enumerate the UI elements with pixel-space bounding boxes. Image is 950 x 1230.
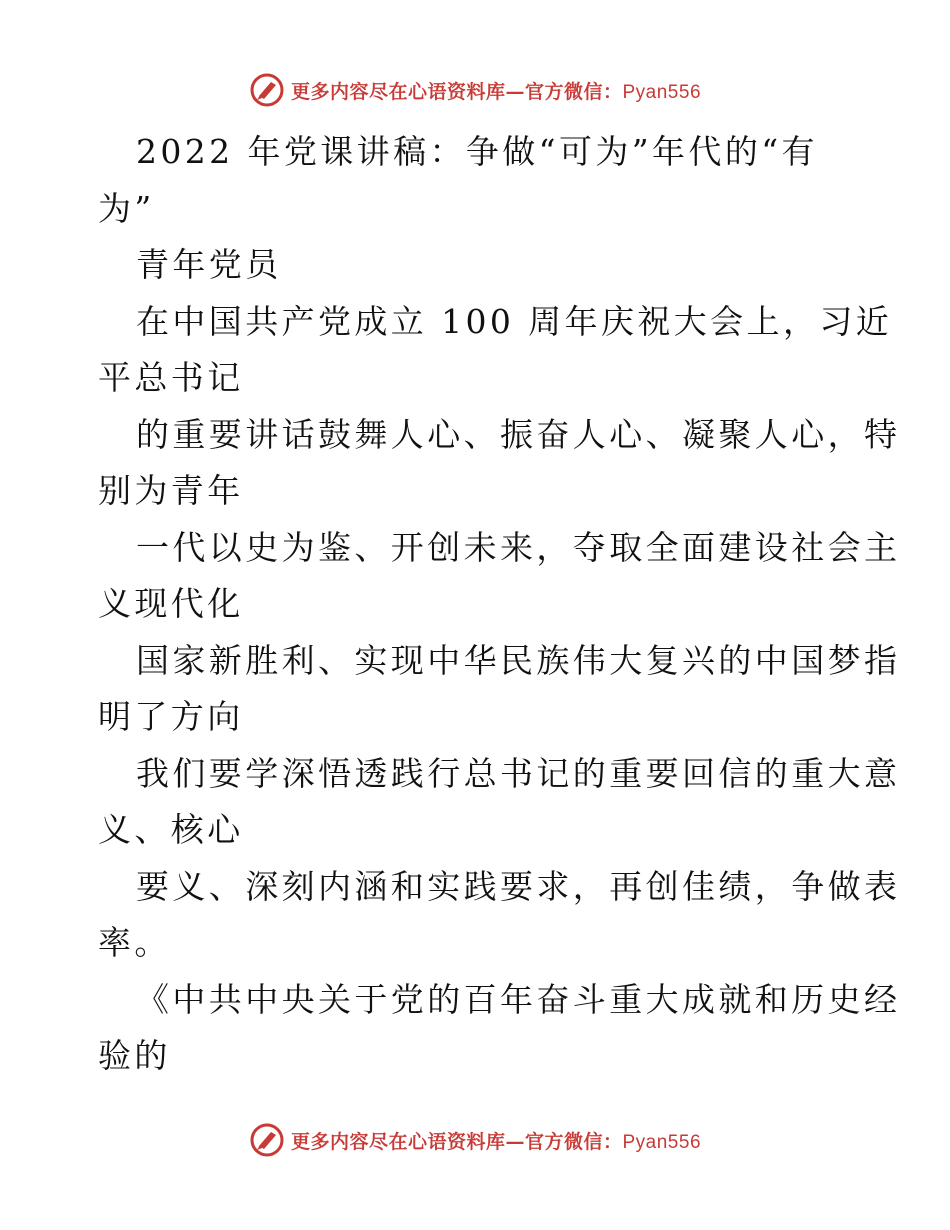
logo-icon [249,72,285,108]
doc-line: 《中共中央关于党的百年奋斗重大成就和历史经 [136,979,901,1019]
doc-line: 率。 [98,923,171,962]
banner-text: 更多内容尽在心语资料库—官方微信：Pyan556 [290,1130,702,1153]
banner-text: 更多内容尽在心语资料库—官方微信：Pyan556 [290,80,702,103]
wechat-id: Pyan556 [622,1131,702,1153]
logo-icon [249,1122,285,1158]
doc-line: 平总书记 [98,358,244,397]
header-banner [0,70,950,110]
doc-line: 要义、深刻内涵和实践要求，再创佳绩，争做表 [136,866,901,906]
doc-line: 验的 [98,1036,171,1075]
doc-line: 明了方向 [98,697,244,736]
doc-line: 义、核心 [98,810,244,849]
wechat-id: Pyan556 [622,81,702,103]
doc-line: 国家新胜利、实现中华民族伟大复兴的中国梦指 [136,640,901,680]
document-body [98,124,901,1085]
doc-line: 别为青年 [98,471,244,510]
doc-line: 我们要学深悟透践行总书记的重要回信的重大意 [136,753,901,793]
doc-line: 一代以史为鉴、开创未来，夺取全面建设社会主 [136,527,901,567]
doc-line: 为” [98,188,155,228]
footer-banner [0,1120,950,1160]
doc-line: 义现代化 [98,584,244,623]
doc-line: 青年党员 [136,245,282,284]
doc-line: 的重要讲话鼓舞人心、振奋人心、凝聚人心，特 [136,414,901,454]
doc-line: 2022 年党课讲稿：争做“可为”年代的“有 [136,132,818,171]
doc-line: 在中国共产党成立 100 周年庆祝大会上，习近 [136,301,893,341]
